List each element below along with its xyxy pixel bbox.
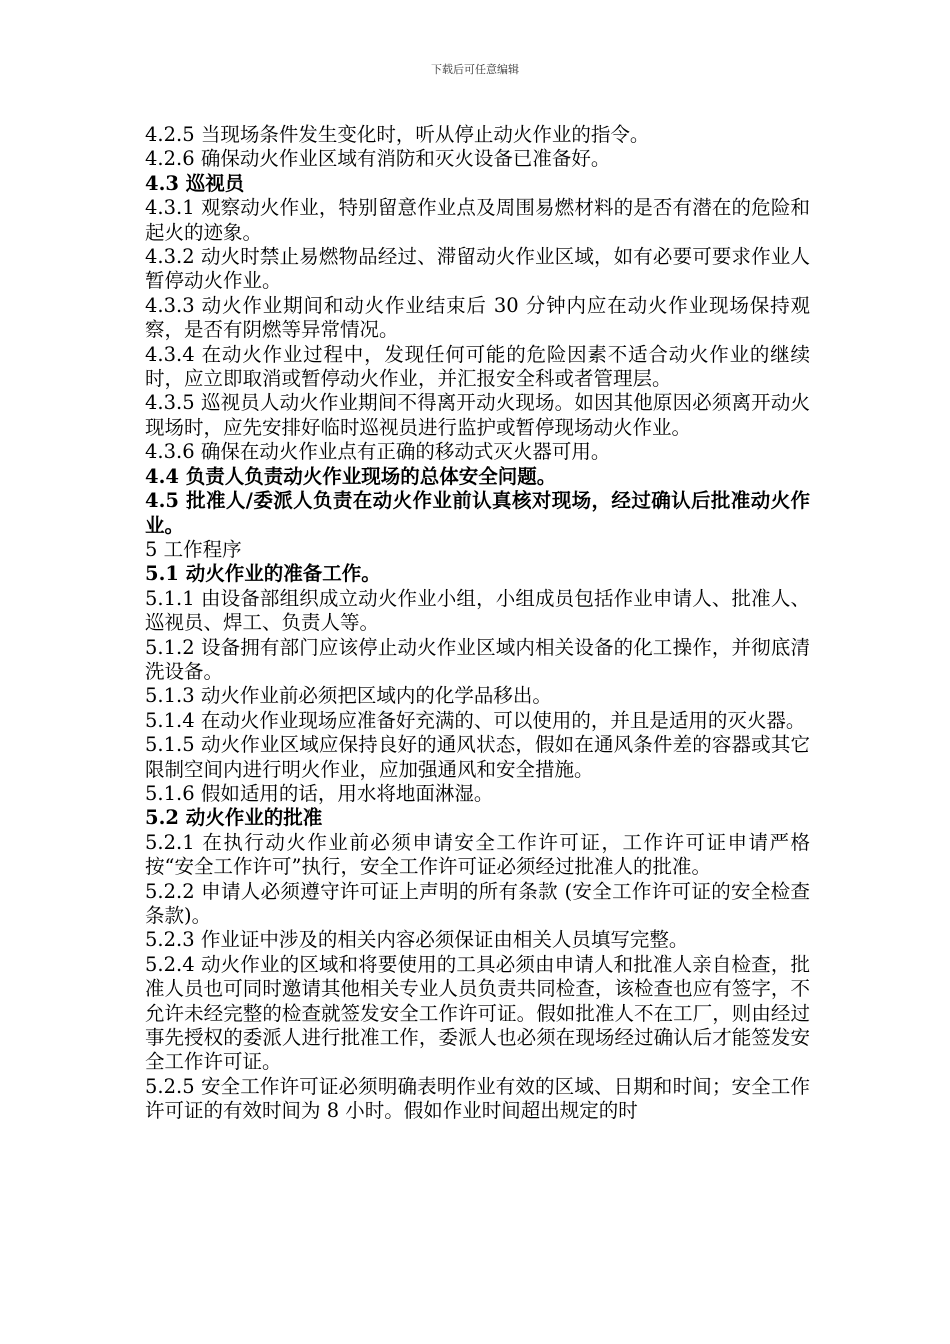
paragraph-5-1-1: 5.1.1 由设备部组织成立动火作业小组，小组成员包括作业申请人、批准人、巡视员、焊工、负责人等。 <box>145 586 810 635</box>
paragraph-4-2-5: 4.2.5 当现场条件发生变化时，听从停止动火作业的指令。 <box>145 123 650 146</box>
heading-5-2: 5.2 动火作业的批准 <box>145 806 323 830</box>
paragraph-5-2-2: 5.2.2 申请人必须遵守许可证上声明的所有条款 (安全工作许可证的安全检查条款)。 <box>145 879 810 927</box>
document-body <box>145 123 810 1124</box>
paragraph-5-1-3: 5.1.3 动火作业前必须把区域内的化学品移出。 <box>145 684 552 708</box>
paragraph-4-3-1: 4.3.1 观察动火作业，特别留意作业点及周围易燃材料的是否有潜在的危险和起火的迹象。 <box>145 196 810 244</box>
paragraph-4-3-3: 4.3.3 动火作业期间和动火作业结束后 30 分钟内应在动火作业现场保持观察，是否有阴燃等异常情况。 <box>145 293 810 342</box>
paragraph-5-2-1: 5.2.1 在执行动火作业前必须申请安全工作许可证，工作许可证申请严格按“安全工作许可”执行，安全工作许可证必须经过批准人的批准。 <box>145 830 810 879</box>
heading-4-3: 4.3 巡视员 <box>145 171 245 195</box>
paragraph-5-1-2: 5.1.2 设备拥有部门应该停止动火作业区域内相关设备的化工操作，并彻底清洗设备。 <box>145 635 810 683</box>
paragraph-4-3-4: 4.3.4 在动火作业过程中，发现任何可能的危险因素不适合动火作业的继续时，应立即取消或暂停动火作业，并汇报安全科或者管理层。 <box>145 342 810 391</box>
paragraph-5-2-5: 5.2.5 安全工作许可证必须明确表明作业有效的区域、日期和时间；安全工作许可证的有效时间为 8 小时。假如作业时间超出规定的时 <box>145 1074 810 1123</box>
paragraph-4-3-2: 4.3.2 动火时禁止易燃物品经过、滞留动火作业区域，如有必要可要求作业人暂停动火作业。 <box>145 245 810 293</box>
heading-5: 5 工作程序 <box>145 537 242 561</box>
paragraph-5-2-3: 5.2.3 作业证中涉及的相关内容必须保证由相关人员填写完整。 <box>145 928 689 952</box>
paragraph-4-2-6: 4.2.6 确保动火作业区域有消防和灭火设备已准备好。 <box>145 147 611 171</box>
page-header: 下载后可任意编辑 <box>431 63 519 76</box>
heading-4-5: 4.5 批准人/委派人负责在动火作业前认真核对现场，经过确认后批准动火作业。 <box>145 489 810 537</box>
paragraph-5-1-4: 5.1.4 在动火作业现场应准备好充满的、可以使用的，并且是适用的灭火器。 <box>145 708 806 732</box>
heading-5-1: 5.1 动火作业的准备工作。 <box>145 562 381 586</box>
paragraph-4-3-5: 4.3.5 巡视员人动火作业期间不得离开动火现场。如因其他原因必须离开动火现场时，应先安排好临时巡视员进行监护或暂停现场动火作业。 <box>145 391 810 439</box>
paragraph-5-1-5: 5.1.5 动火作业区域应保持良好的通风状态，假如在通风条件差的容器或其它限制空间内进行明火作业，应加强通风和安全措施。 <box>145 733 810 781</box>
paragraph-4-3-6: 4.3.6 确保在动火作业点有正确的移动式灭火器可用。 <box>145 440 611 464</box>
paragraph-5-1-6: 5.1.6 假如适用的话，用水将地面淋湿。 <box>145 781 494 805</box>
heading-4-4: 4.4 负责人负责动火作业现场的总体安全问题。 <box>145 464 557 488</box>
paragraph-5-2-4: 5.2.4 动火作业的区域和将要使用的工具必须由申请人和批准人亲自检查，批准人员也可同时邀请其他相关专业人员负责共同检查，该检查也应有签字，不允许未经完整的检查就签发安全工作许可证。假如批准人不在工厂，则由经过事先授权的委派人进行批准工作，委派人也必须在现场经过确认后才能签发安全工作许可证。 <box>145 952 810 1074</box>
